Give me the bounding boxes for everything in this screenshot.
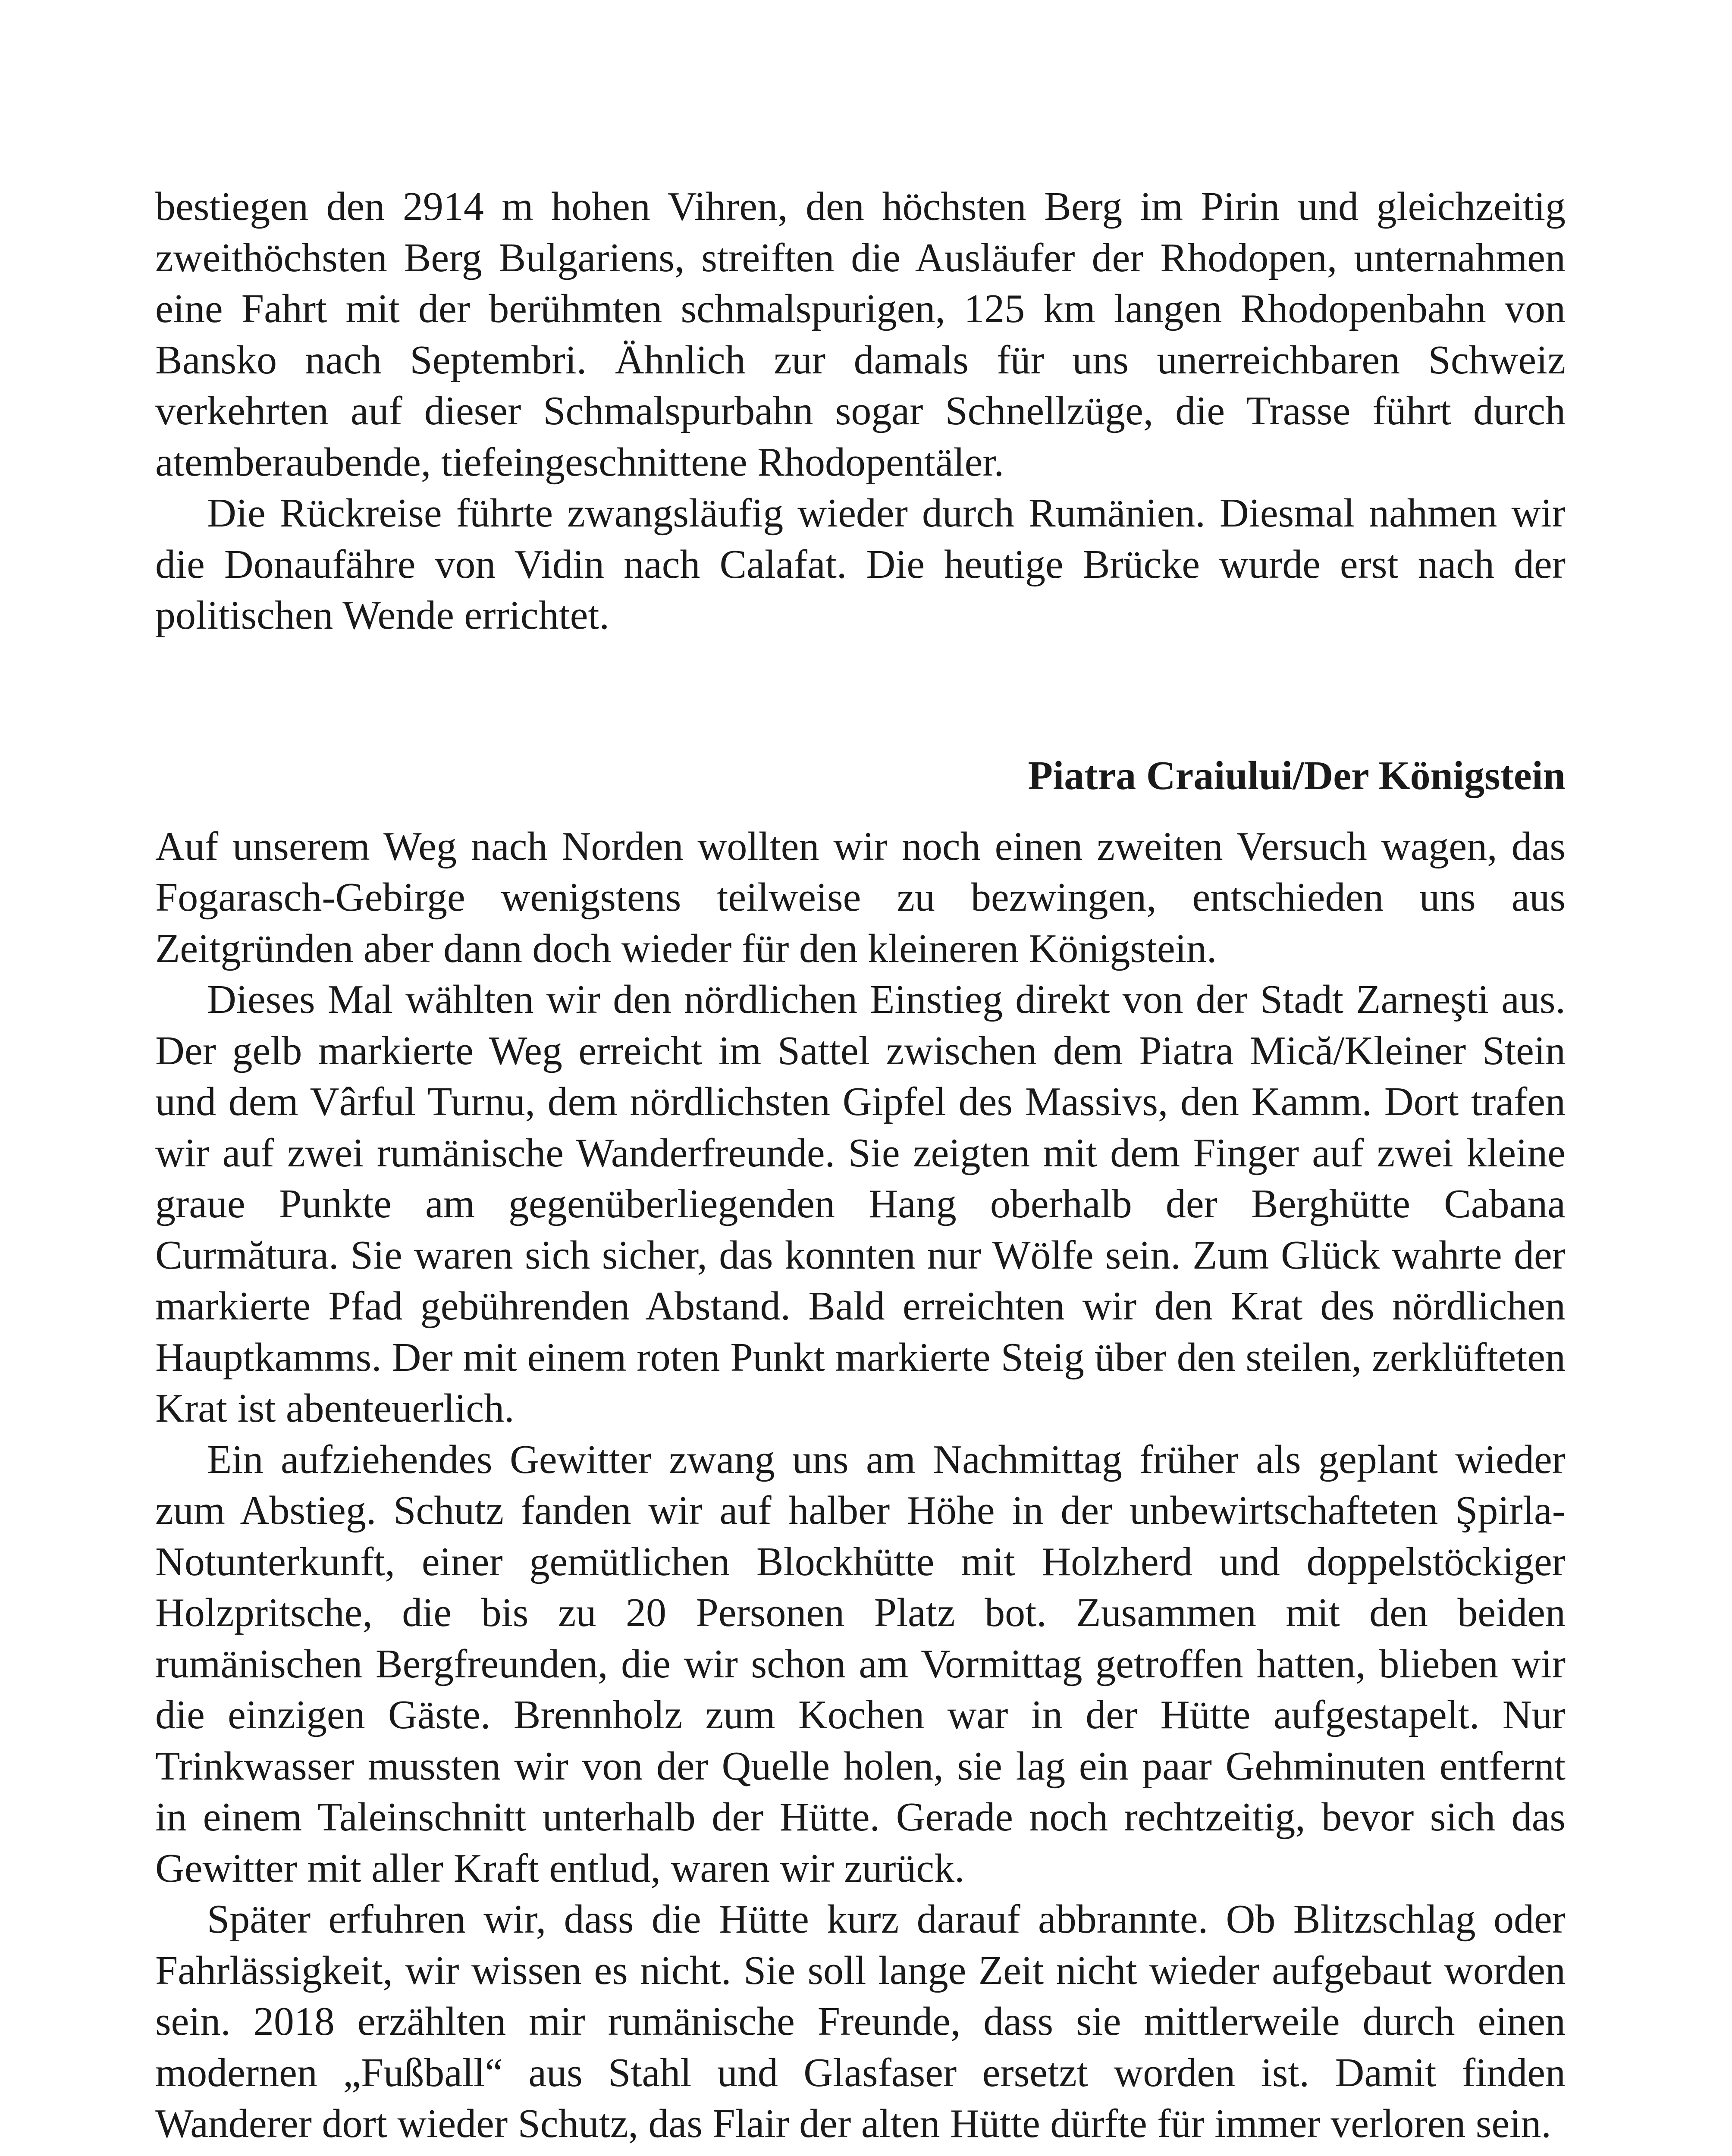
paragraph-return-journey: Die Rückreise führte zwangsläufig wieder durch Rumänien. Diesmal nahmen wir die Donaufähre von Vidin nach Calafat. Die heutige Brücke wurde erst nach der politischen Wende errichtet.: [155, 491, 1566, 638]
paragraph-thunderstorm: Ein aufziehendes Gewitter zwang uns am Nachmittag früher als geplant wieder zum Abstieg. Schutz fanden wir auf halber Höhe in der unbewirtschafteten Şpirla-Notunterkunft, einer gemütlichen Blockhütte mit Holzherd und doppelstöckiger Holzpritsche, die bis zu 20 Personen Platz bot. Zusammen mit den beiden rumänischen Bergfreunden, die wir schon am Vormittag getroffen hatten, blieben wir die einzigen Gäste. Brennholz zum Kochen war in der Hütte aufgestapelt. Nur Trinkwasser mussten wir von der Quelle holen, sie lag ein paar Gehminuten entfernt in einem Taleinschnitt unterhalb der Hütte. Gerade noch rechtzeitig, bevor sich das Gewitter mit aller Kraft entlud, waren wir zurück.: [155, 1437, 1566, 1891]
paragraph-intro-koenigstein: Auf unserem Weg nach Norden wollten wir noch einen zweiten Versuch wagen, das Fogarasch-Gebirge wenigstens teilweise zu bezwingen, entschieden uns aus Zeitgründen aber dann doch wieder für den kleineren Königstein.: [155, 824, 1566, 971]
paragraph-hut-fire: Später erfuhren wir, dass die Hütte kurz darauf abbrannte. Ob Blitzschlag oder Fahrlässigkeit, wir wissen es nicht. Sie soll lange Zeit nicht wieder aufgebaut worden sein. 2018 erzählten mir rumänische Freunde, dass sie mittlerweile durch einen modernen „Fußball“ aus Stahl und Glasfaser ersetzt worden ist. Damit finden Wanderer dort wieder Schutz, das Flair der alten Hütte dürfte für immer verloren sein.: [155, 1897, 1566, 2146]
page-body: [155, 181, 1566, 2150]
paragraph-bulgaria-trip: bestiegen den 2914 m hohen Vihren, den höchsten Berg im Pirin und gleichzeitig zweithöchsten Berg Bulgariens, streiften die Ausläufer der Rhodopen, unternahmen eine Fahrt mit der berühmten schmalspurigen, 125 km langen Rhodopenbahn von Bansko nach Septembri. Ähnlich zur damals für uns unerreichbaren Schweiz verkehrten auf dieser Schmalspurbahn sogar Schnellzüge, die Trasse führt durch atemberaubende, tiefeingeschnittene Rhodopentäler.: [155, 184, 1566, 485]
section-heading: Piatra Craiului/Der Königstein: [1028, 753, 1566, 798]
paragraph-ascent: Dieses Mal wählten wir den nördlichen Einstieg direkt von der Stadt Zarneşti aus. Der gelb markierte Weg erreicht im Sattel zwischen dem Piatra Mică/Kleiner Stein und dem Vârful Turnu, dem nördlichsten Gipfel des Massivs, den Kamm. Dort trafen wir auf zwei rumänische Wanderfreunde. Sie zeigten mit dem Finger auf zwei kleine graue Punkte am gegenüberliegenden Hang oberhalb der Berghütte Cabana Curmătura. Sie waren sich sicher, das konnten nur Wölfe sein. Zum Glück wahrte der markierte Pfad gebührenden Abstand. Bald erreichten wir den Krat des nördlichen Hauptkamms. Der mit einem roten Punkt markierte Steig über den steilen, zerklüfteten Krat ist abenteuerlich.: [155, 977, 1566, 1431]
